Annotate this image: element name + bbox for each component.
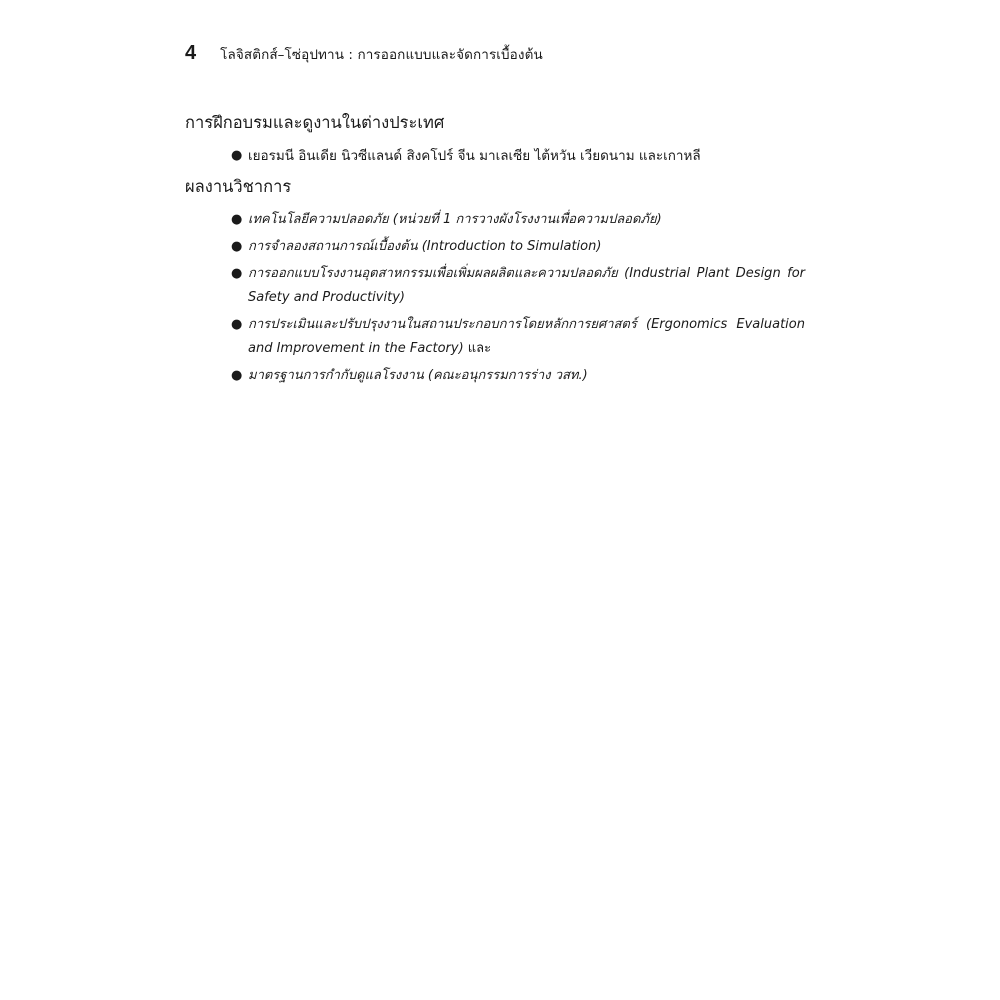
list-item-text: การจำลองสถานการณ์เบื้องต้น (Introduction to Simulation) xyxy=(248,239,602,254)
training-list xyxy=(185,146,805,166)
list-item-text: มาตรฐานการกำกับดูแลโรงงาน (คณะอนุกรรมการร่าง วสท.) xyxy=(248,368,588,383)
bullet-icon: ● xyxy=(231,239,243,254)
training-section xyxy=(185,110,805,166)
list-item xyxy=(185,146,805,166)
list-item-text: การประเมินและปรับปรุงงานในสถานประกอบการโดยหลักการยศาสตร์ (Ergonomics Evaluation and Improvement in the Factory) xyxy=(248,317,805,356)
list-item xyxy=(185,208,805,232)
running-header xyxy=(185,42,543,65)
academic-works-heading: ผลงานวิชาการ xyxy=(185,177,292,196)
bullet-icon: ● xyxy=(231,148,243,163)
page-number: 4 xyxy=(185,42,197,64)
list-item-text: เยอรมนี อินเดีย นิวซีแลนด์ สิงคโปร์ จีน มาเลเซีย ไต้หวัน เวียดนาม และเกาหลี xyxy=(248,148,701,164)
list-item-text: การออกแบบโรงงานอุตสาหกรรมเพื่อเพิ่มผลผลิตและความปลอดภัย (Industrial Plant Design for Safety and Productivity) xyxy=(248,266,805,305)
training-heading: การฝึกอบรมและดูงานในต่างประเทศ xyxy=(185,113,445,132)
bullet-icon: ● xyxy=(231,368,243,383)
list-item xyxy=(185,313,805,361)
bullet-icon: ● xyxy=(231,266,243,281)
list-item xyxy=(185,364,805,388)
bullet-icon: ● xyxy=(231,212,243,227)
academic-works-section xyxy=(185,174,805,391)
list-item-suffix: และ xyxy=(463,341,492,356)
list-item xyxy=(185,235,805,259)
list-item-text: เทคโนโลยีความปลอดภัย (หน่วยที่ 1 การวางผังโรงงานเพื่อความปลอดภัย) xyxy=(248,212,662,227)
academic-works-list xyxy=(185,208,805,388)
bullet-icon: ● xyxy=(231,317,243,332)
running-title: โลจิสติกส์–โซ่อุปทาน : การออกแบบและจัดการเบื้องต้น xyxy=(220,47,543,63)
list-item xyxy=(185,262,805,310)
